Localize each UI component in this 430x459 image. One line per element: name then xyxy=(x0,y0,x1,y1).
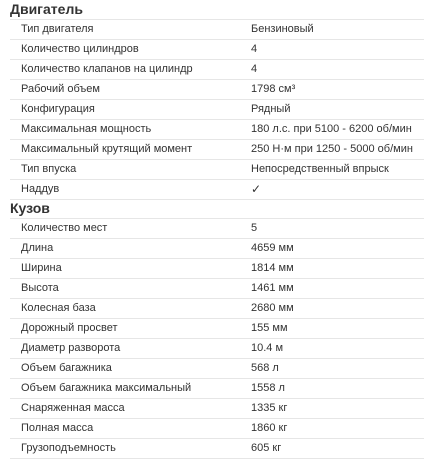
spec-value: 4659 мм xyxy=(251,242,294,254)
spec-label: Количество мест xyxy=(21,222,108,234)
spec-row-ground-clearance xyxy=(10,319,424,339)
engine-section xyxy=(0,0,430,200)
spec-label: Рабочий объем xyxy=(21,83,100,95)
spec-label: Снаряженная масса xyxy=(21,402,125,414)
spec-value: 1860 кг xyxy=(251,422,288,434)
body-section xyxy=(0,199,430,459)
body-section-title: Кузов xyxy=(10,200,50,216)
spec-value: 2680 мм xyxy=(251,302,294,314)
spec-row-wheelbase xyxy=(10,299,424,319)
check-icon: ✓ xyxy=(251,182,262,196)
spec-value: 155 мм xyxy=(251,322,288,334)
spec-value: 10.4 м xyxy=(251,342,284,354)
spec-value: Рядный xyxy=(251,103,291,115)
spec-value: 1558 л xyxy=(251,382,285,394)
spec-value: 1814 мм xyxy=(251,262,294,274)
spec-label: Количество клапанов на цилиндр xyxy=(21,63,193,75)
spec-label: Ширина xyxy=(21,262,62,274)
spec-row-gross-weight xyxy=(10,419,424,439)
spec-value: 5 xyxy=(251,222,258,234)
spec-row-displacement xyxy=(10,80,424,100)
spec-row-valves xyxy=(10,60,424,80)
spec-label: Полная масса xyxy=(21,422,94,434)
spec-label: Максимальная мощность xyxy=(21,123,152,135)
spec-row-height xyxy=(10,279,424,299)
spec-row-configuration xyxy=(10,100,424,120)
spec-label: Конфигурация xyxy=(21,103,95,115)
spec-row-cylinders xyxy=(10,40,424,60)
spec-value: Бензиновый xyxy=(251,23,314,35)
spec-label: Тип двигателя xyxy=(21,23,94,35)
spec-row-trunk-volume xyxy=(10,359,424,379)
spec-row-engine-type xyxy=(10,20,424,40)
body-section-header xyxy=(10,199,424,219)
spec-label: Наддув xyxy=(21,183,60,195)
spec-row-curb-weight xyxy=(10,399,424,419)
spec-row-turbo xyxy=(10,180,424,200)
engine-section-title: Двигатель xyxy=(10,1,83,17)
spec-value: 4 xyxy=(251,63,258,75)
spec-label: Колесная база xyxy=(21,302,96,314)
spec-row-max-power xyxy=(10,120,424,140)
spec-label: Дорожный просвет xyxy=(21,322,118,334)
spec-label: Объем багажника xyxy=(21,362,112,374)
spec-label: Грузоподъемность xyxy=(21,442,116,454)
spec-value: 1461 мм xyxy=(251,282,294,294)
engine-section-header xyxy=(10,0,424,20)
spec-row-max-torque xyxy=(10,140,424,160)
spec-row-seats xyxy=(10,219,424,239)
spec-value: Непосредственный впрыск xyxy=(251,163,389,175)
spec-row-intake-type xyxy=(10,160,424,180)
spec-value: 180 л.с. при 5100 - 6200 об/мин xyxy=(251,123,412,135)
spec-row-turning-diameter xyxy=(10,339,424,359)
spec-value: 4 xyxy=(251,43,258,55)
spec-value: 250 Н·м при 1250 - 5000 об/мин xyxy=(251,143,413,155)
spec-row-payload xyxy=(10,439,424,459)
spec-value: 1798 см³ xyxy=(251,83,296,95)
spec-label: Количество цилиндров xyxy=(21,43,139,55)
spec-label: Длина xyxy=(21,242,54,254)
spec-label: Высота xyxy=(21,282,59,294)
spec-value: 605 кг xyxy=(251,442,282,454)
spec-label: Тип впуска xyxy=(21,163,77,175)
spec-row-width xyxy=(10,259,424,279)
spec-value: 568 л xyxy=(251,362,279,374)
spec-row-trunk-volume-max xyxy=(10,379,424,399)
spec-value: 1335 кг xyxy=(251,402,288,414)
spec-label: Объем багажника максимальный xyxy=(21,382,192,394)
spec-label: Диаметр разворота xyxy=(21,342,121,354)
spec-label: Максимальный крутящий момент xyxy=(21,143,193,155)
spec-row-length xyxy=(10,239,424,259)
